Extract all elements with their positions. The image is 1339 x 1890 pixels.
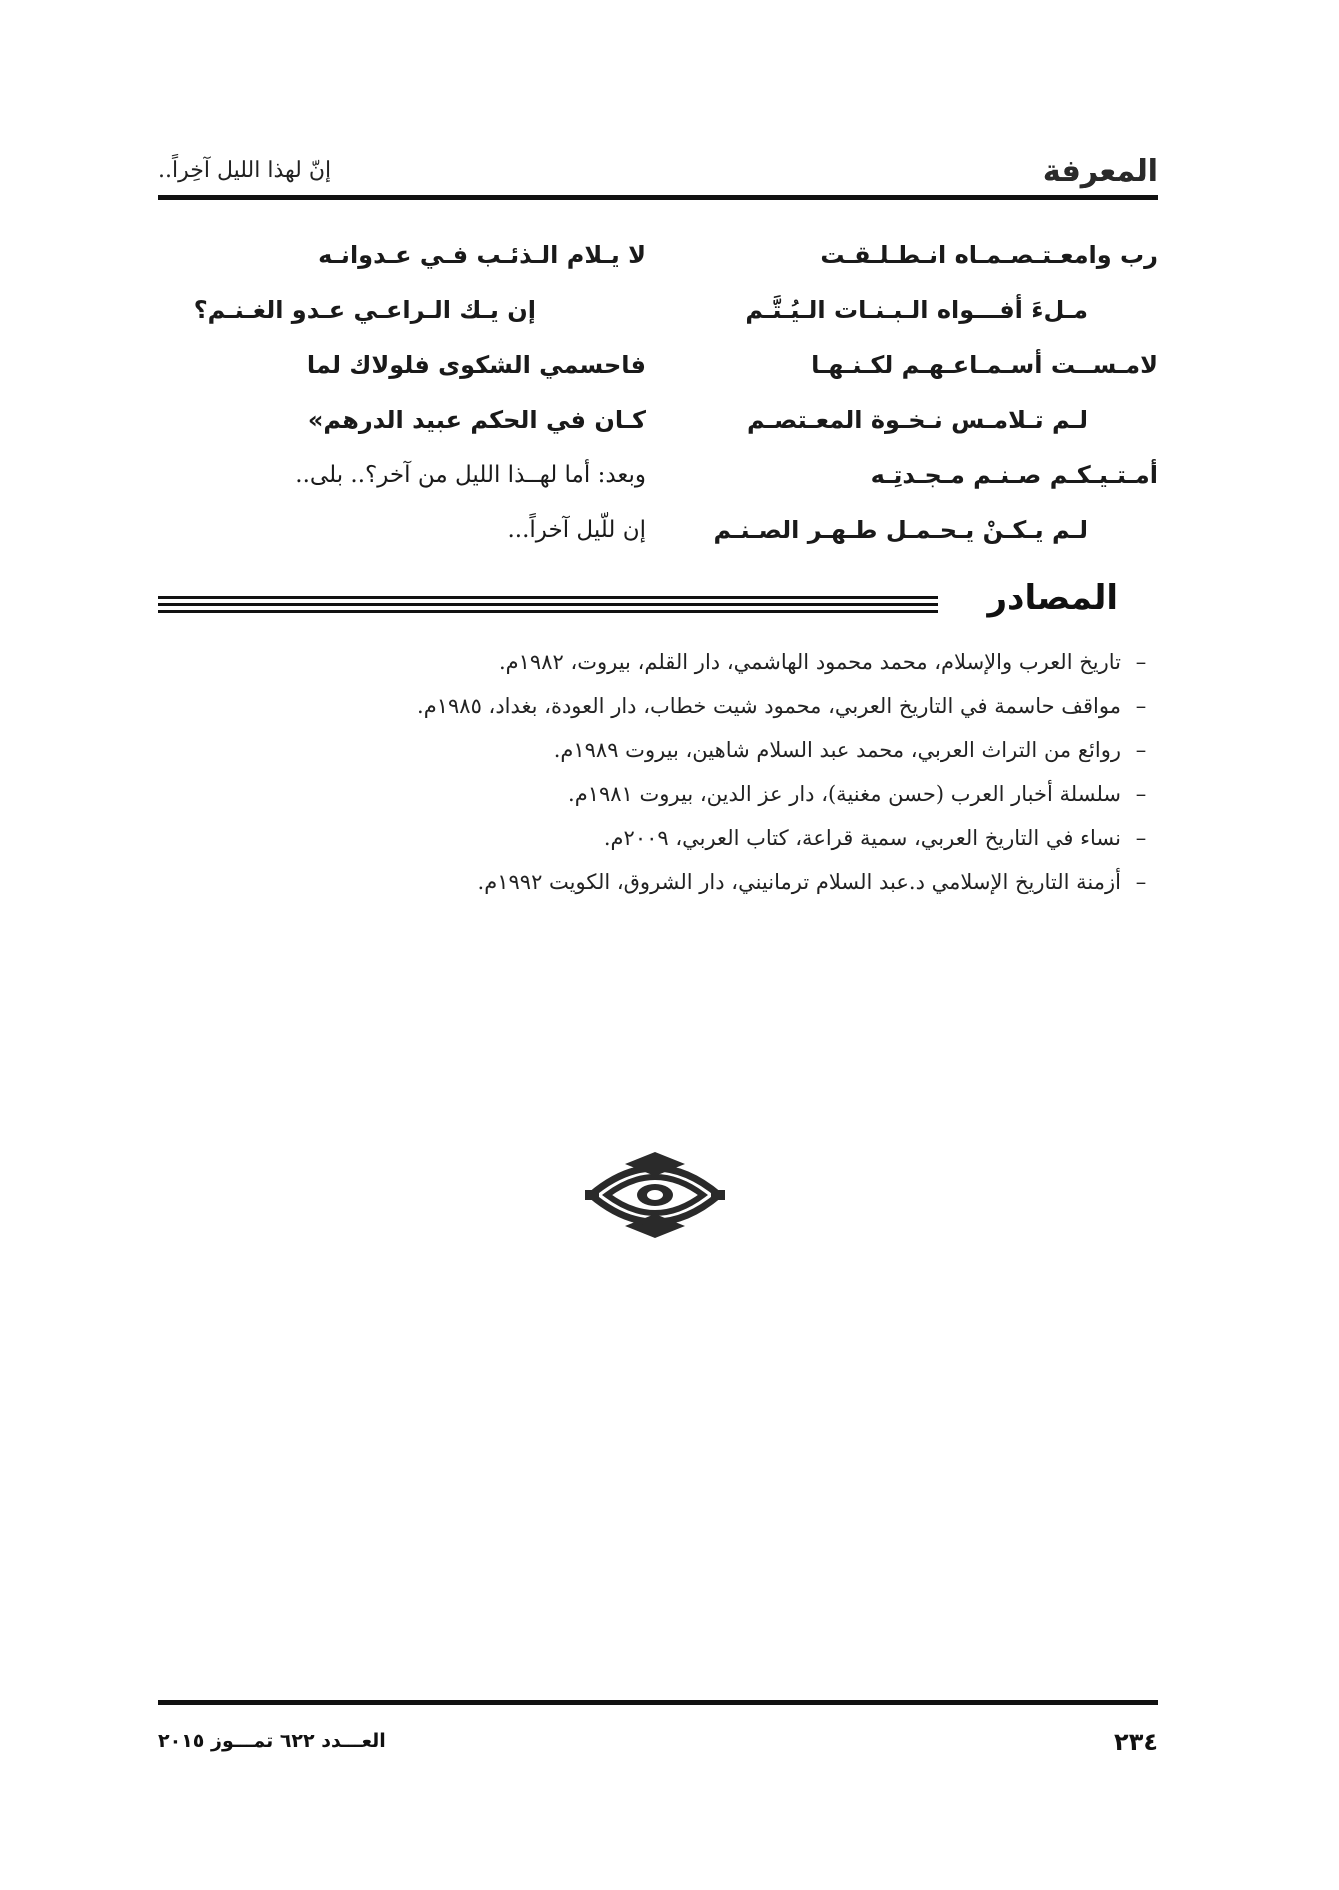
list-item: –أزمنة التاريخ الإسلامي د.عبد السلام ترمانيني، دار الشروق، الكويت ١٩٩٢م.	[477, 870, 1147, 894]
header-rule	[158, 195, 1158, 200]
list-item: –روائع من التراث العربي، محمد عبد السلام شاهين، بيروت ١٩٨٩م.	[553, 738, 1147, 762]
verse: أمـتـيـكـم صـنـم مـجـدتِـه	[870, 461, 1158, 489]
issue-info: العـــدد ٦٢٢ تمـــوز ٢٠١٥	[158, 1730, 386, 1752]
page-footer	[158, 1700, 1158, 1760]
verse: رب وامعـتـصـمـاه انـطـلـقـت	[820, 241, 1158, 269]
verse: لـم تـلامـس نـخـوة المعـتصـم	[746, 406, 1088, 434]
page-number: ٢٣٤	[1114, 1728, 1158, 1756]
end-ornament-icon	[585, 1150, 725, 1240]
verse: فاحسمي الشكوى فلولاك لما	[306, 351, 646, 379]
verse: كـان في الحكم عبيد الدرهم»	[307, 406, 646, 434]
sources-heading	[158, 578, 1158, 628]
list-item: –نساء في التاريخ العربي، سمية قراعة، كتاب العربي، ٢٠٠٩م.	[603, 826, 1147, 850]
heading-rule	[158, 610, 938, 613]
list-item: –سلسلة أخبار العرب (حسن مغنية)، دار عز الدين، بيروت ١٩٨١م.	[568, 782, 1147, 806]
verse: لـم يـكـنْ يـحـمـل طـهـر الصـنـم	[713, 516, 1088, 544]
closing-prose: وبعد: أما لهــذا الليل من آخر؟.. بلى..	[295, 462, 646, 488]
magazine-logo: المعرفة	[1042, 154, 1158, 189]
source-text: مواقف حاسمة في التاريخ العربي، محمود شيت خطاب، دار العودة، بغداد، ١٩٨٥م.	[417, 694, 1121, 718]
list-item: –مواقف حاسمة في التاريخ العربي، محمود شيت خطاب، دار العودة، بغداد، ١٩٨٥م.	[417, 694, 1147, 718]
verse: لامـســت أسـمـاعـهـم لكـنـهـا	[811, 351, 1158, 379]
heading-rule	[158, 603, 938, 606]
page-header	[158, 140, 1158, 200]
sources-title: المصادر	[987, 578, 1118, 618]
poem-column-left	[166, 228, 646, 558]
verse: إن يـك الـراعـي عـدو الغـنـم؟	[193, 296, 536, 324]
closing-prose: إن للّيل آخراً...	[507, 517, 646, 543]
source-text: تاريخ العرب والإسلام، محمد محمود الهاشمي، دار القلم، بيروت، ١٩٨٢م.	[498, 650, 1121, 674]
source-text: أزمنة التاريخ الإسلامي د.عبد السلام ترمانيني، دار الشروق، الكويت ١٩٩٢م.	[477, 870, 1121, 894]
source-text: نساء في التاريخ العربي، سمية قراعة، كتاب العربي، ٢٠٠٩م.	[603, 826, 1121, 850]
list-item: –تاريخ العرب والإسلام، محمد محمود الهاشمي، دار القلم، بيروت، ١٩٨٢م.	[498, 650, 1147, 674]
poem-column-right	[688, 228, 1158, 558]
footer-rule	[158, 1700, 1158, 1705]
source-text: سلسلة أخبار العرب (حسن مغنية)، دار عز الدين، بيروت ١٩٨١م.	[568, 782, 1121, 806]
source-text: روائع من التراث العربي، محمد عبد السلام شاهين، بيروت ١٩٨٩م.	[553, 738, 1121, 762]
verse: مـلءَ أفـــواه الـبـنـات الـيُـتَّـم	[745, 296, 1088, 324]
verse: لا يـلام الـذئـب فـي عـدوانـه	[318, 241, 646, 269]
heading-rule	[158, 596, 938, 599]
sources-list	[261, 640, 1161, 904]
poem	[158, 228, 1158, 558]
running-title: إنّ لهذا الليل آخِراً..	[158, 158, 332, 183]
